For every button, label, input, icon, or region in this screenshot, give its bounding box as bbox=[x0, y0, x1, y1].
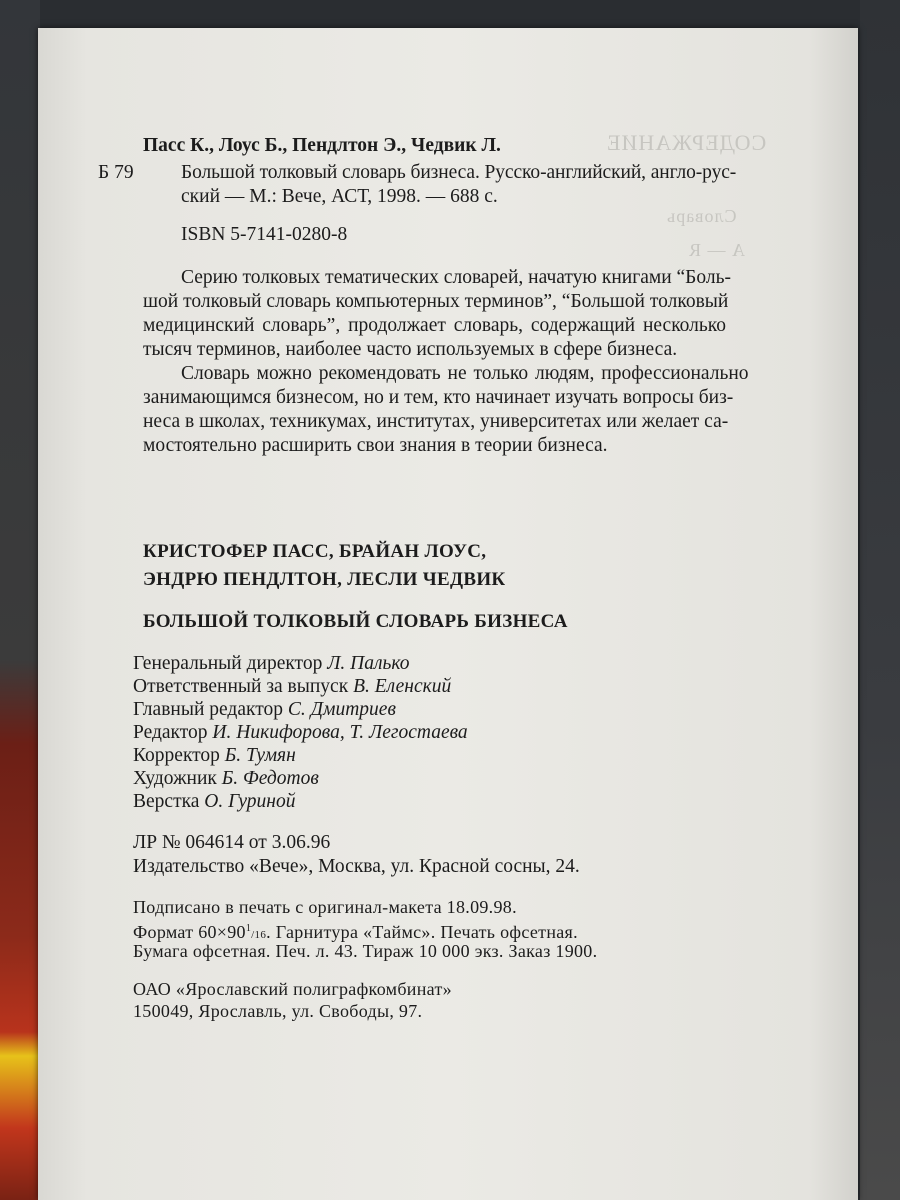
staff-line: Редактор И. Никифорова, Т. Легостаева bbox=[133, 722, 468, 743]
bleed-through-text: Словарь bbox=[666, 206, 737, 226]
printer-name: ОАО «Ярославский полиграфкомбинат» bbox=[133, 979, 452, 999]
staff-line: Верстка О. Гуриной bbox=[133, 791, 296, 812]
license-number: ЛР № 064614 от 3.06.96 bbox=[133, 832, 331, 853]
staff-line: Ответственный за выпуск В. Еленский bbox=[133, 676, 452, 697]
imprint-authors: КРИСТОФЕР ПАСС, БРАЙАН ЛОУС, bbox=[143, 541, 487, 562]
printer-address: 150049, Ярославль, ул. Свободы, 97. bbox=[133, 1001, 423, 1021]
imprint-authors: ЭНДРЮ ПЕНДЛТОН, ЛЕСЛИ ЧЕДВИК bbox=[143, 569, 506, 590]
staff-line: Корректор Б. Тумян bbox=[133, 745, 296, 766]
annotation-line: шой толковый словарь компьютерных терминов”, “Большой толковый bbox=[143, 291, 729, 312]
annotation-line: Серию толковых тематических словарей, начатую книгами “Боль- bbox=[181, 267, 731, 288]
publisher-address: Издательство «Вече», Москва, ул. Красной сосны, 24. bbox=[133, 856, 580, 877]
annotation-line: мостоятельно расширить свои знания в теории бизнеса. bbox=[143, 435, 608, 456]
authors-short: Пасс К., Лоус Б., Пендлтон Э., Чедвик Л. bbox=[143, 135, 501, 156]
annotation-line: Словарь можно рекомендовать не только людям, профессионально bbox=[181, 363, 749, 384]
isbn: ISBN 5-7141-0280-8 bbox=[181, 224, 348, 245]
annotation-line: медицинский словарь”, продолжает словарь, содержащий несколько bbox=[143, 315, 727, 336]
biblio-line: ский — М.: Вече, АСТ, 1998. — 688 с. bbox=[181, 186, 498, 207]
annotation-line: занимающимся бизнесом, но и тем, кто начинает изучать вопросы биз- bbox=[143, 387, 734, 408]
staff-line: Генеральный директор Л. Палько bbox=[133, 653, 410, 674]
annotation-line: тысяч терминов, наиболее часто используемых в сфере бизнеса. bbox=[143, 339, 678, 360]
classification-code: Б 79 bbox=[98, 162, 134, 183]
signed-line: Подписано в печать с оригинал-макета 18.09.98. bbox=[133, 897, 517, 917]
imprint-book-title: БОЛЬШОЙ ТОЛКОВЫЙ СЛОВАРЬ БИЗНЕСА bbox=[143, 611, 568, 632]
biblio-line: Большой толковый словарь бизнеса. Русско-английский, англо-рус- bbox=[181, 162, 737, 183]
background-right bbox=[860, 0, 900, 1200]
book-page bbox=[38, 28, 858, 1200]
paper-line: Бумага офсетная. Печ. л. 43. Тираж 10 000 экз. Заказ 1900. bbox=[133, 941, 598, 961]
bleed-through-heading: СОДЕРЖАНИЕ bbox=[606, 130, 767, 155]
staff-line: Главный редактор С. Дмитриев bbox=[133, 699, 396, 720]
annotation-line: неса в школах, техникумах, институтах, университетах или желает са- bbox=[143, 411, 729, 432]
format-line: Формат $60\times 90^1/16$. Гарнитура «Таймс». Печать офсетная. bbox=[133, 922, 578, 942]
bleed-through-text: А — R bbox=[688, 240, 746, 260]
staff-line: Художник Б. Федотов bbox=[133, 768, 319, 789]
background-left bbox=[0, 0, 40, 1200]
